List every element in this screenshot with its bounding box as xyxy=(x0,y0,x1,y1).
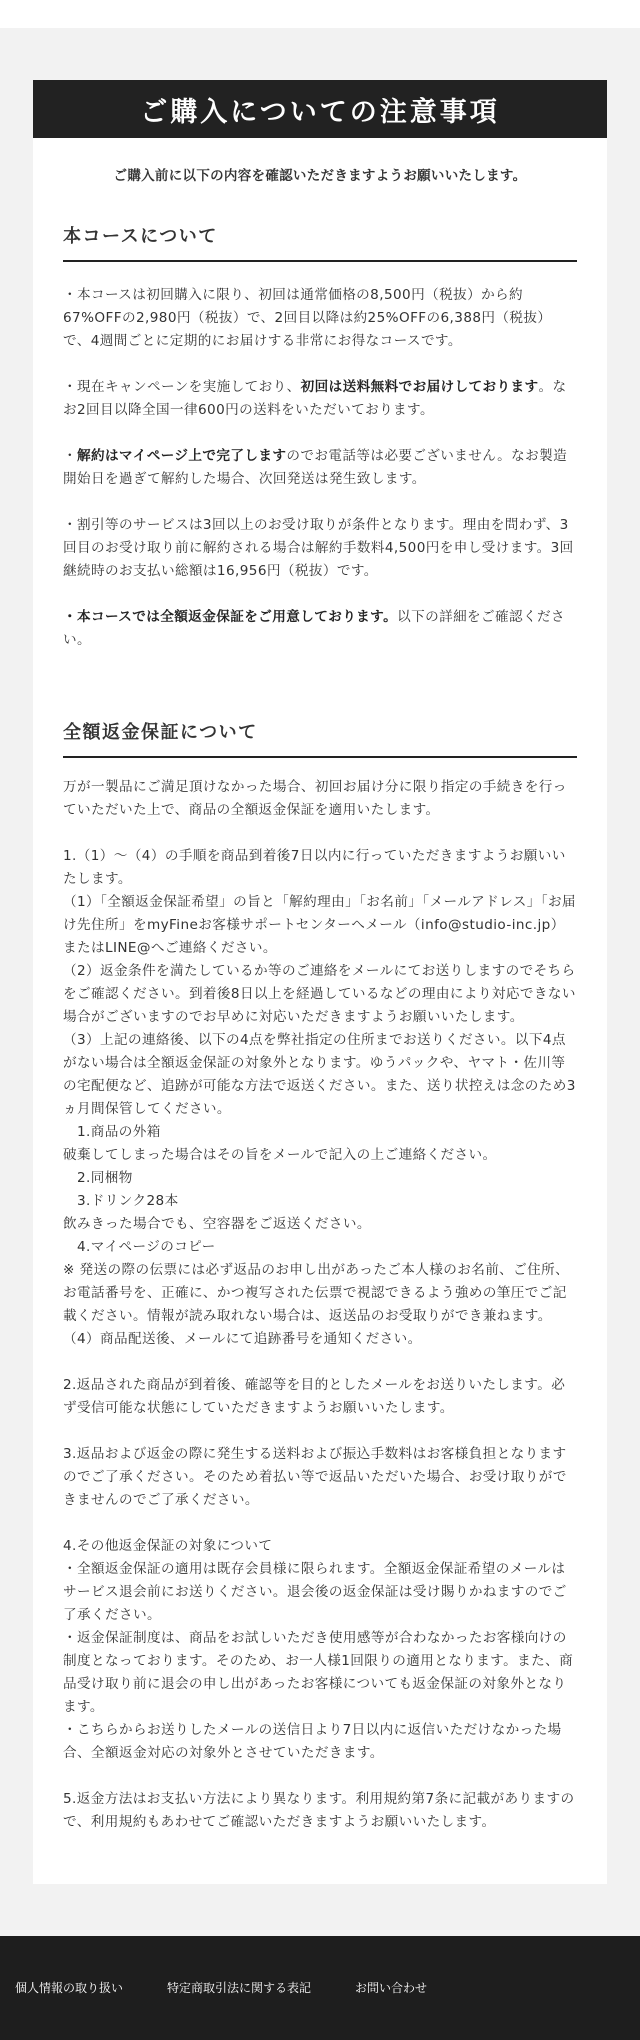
footer-link-privacy[interactable]: 個人情報の取り扱い xyxy=(15,1981,124,1995)
step-sub: （2）返金条件を満たしているか等のご連絡をメールにてお送りしますのでそちらをご確認ください。到着後8日以上を経過しているなどの理由により対応できない場合がございますのでお早めに対応いただきますようお願いいたします。 xyxy=(63,963,576,1025)
return-item: 2.同梱物 xyxy=(77,1170,133,1186)
course-section-body xyxy=(63,262,577,652)
refund-step-4 xyxy=(63,1535,577,1765)
step-sub: （3）上記の連絡後、以下の4点を弊社指定の住所までお送りください。以下4点がない場合は全額返金保証の対象外となります。ゆうパックや、ヤマト・佐川等の宅配便など、追跡が可能な方法で返送ください。また、送り状控えは念のため3ヵ月間保管してください。 xyxy=(63,1032,576,1117)
footer-link-contact[interactable]: お問い合わせ xyxy=(355,1981,428,1995)
footer-link-commerce-law[interactable]: 特定商取引法に関する表記 xyxy=(167,1981,312,1995)
page-title: ご購入についての注意事項 xyxy=(33,80,607,138)
return-item: 3.ドリンク28本 xyxy=(77,1193,179,1209)
return-item: 1.商品の外箱 xyxy=(77,1124,161,1140)
refund-step-2: 2.返品された商品が到着後、確認等を目的としたメールをお送りいたします。必ず受信可能な状態にしていただきますようお願いいたします。 xyxy=(63,1377,566,1416)
step-lead: 4.その他返金保証の対象について xyxy=(63,1538,273,1554)
notice-card xyxy=(33,80,607,1884)
page-top-band xyxy=(0,0,640,28)
refund-step-1 xyxy=(63,845,577,1351)
refund-section-body xyxy=(63,758,577,1834)
course-paragraph: ・本コースは初回購入に限り、初回は通常価格の8,500円（税抜）から約67%OFFの2,980円（税抜）で、2回目以降は約25%OFFの6,388円（税抜）で、4週間ごとに定期的にお届けする非常にお得なコースです。 xyxy=(63,287,552,349)
shipping-note: ※ 発送の際の伝票には必ず返品のお申し出があったご本人様のお名前、ご住所、お電話番号を、正確に、かつ複写された伝票で視認できるよう強めの筆圧でご記載ください。情報が読み取れない場合は、返送品のお受取りができ兼ねます。 xyxy=(63,1262,570,1324)
course-paragraph: ・現在キャンペーンを実施しており、初回は送料無料でお届けしております。なお2回目以降全国一律600円の送料をいただいております。 xyxy=(63,379,567,418)
return-item-note: 破棄してしまった場合はその旨をメールで記入の上ご連絡ください。 xyxy=(63,1147,497,1163)
return-item: 4.マイページのコピー xyxy=(77,1239,216,1255)
refund-intro: 万が一製品にご満足頂けなかった場合、初回お届け分に限り指定の手続きを行っていただいた上で、商品の全額返金保証を適用いたします。 xyxy=(63,779,567,818)
site-footer xyxy=(0,1936,640,2040)
course-paragraph: ・本コースでは全額返金保証をご用意しております。以下の詳細をご確認ください。 xyxy=(63,609,566,648)
step-sub: （1）「全額返金保証希望」の旨と「解約理由」「お名前」「メールアドレス」「お届け先住所」をmyFineお客様サポートセンターへメール（info@studio-inc.jp）またはLINE@へご連絡ください。 xyxy=(63,894,576,956)
step-sub: （4）商品配送後、メールにて追跡番号を通知ください。 xyxy=(63,1331,422,1347)
refund-section xyxy=(63,718,577,1834)
refund-step-5: 5.返金方法はお支払い方法により異なります。利用規約第7条に記載がありますので、利用規約もあわせてご確認いただきますようお願いいたします。 xyxy=(63,1791,575,1830)
step-bullet: ・こちらからお送りしたメールの送信日より7日以内に返信いただけなかった場合、全額返金対応の対象外とさせていただきます。 xyxy=(63,1722,562,1761)
return-item-note: 飲みきった場合でも、空容器をご返送ください。 xyxy=(63,1216,371,1232)
step-lead: 1.（1）～（4）の手順を商品到着後7日以内に行っていただきますようお願いいたします。 xyxy=(63,848,566,887)
refund-step-3: 3.返品および返金の際に発生する送料および振込手数料はお客様負担となりますのでご了承ください。そのため着払い等で返品いただいた場合、お受け取りができませんのでご了承ください。 xyxy=(63,1446,567,1508)
course-paragraph: ・解約はマイページ上で完了しますのでお電話等は必要ございません。なお製造開始日を過ぎて解約した場合、次回発送は発生致します。 xyxy=(63,448,568,487)
step-bullet: ・返金保証制度は、商品をお試しいただき使用感等が合わなかったお客様向けの制度となっております。そのため、お一人様1回限りの適用となります。また、商品受け取り前に退会の申し出があったお客様についても返金保証の対象外となります。 xyxy=(63,1630,574,1715)
refund-section-heading: 全額返金保証について xyxy=(63,718,577,758)
course-section-heading: 本コースについて xyxy=(63,222,577,262)
step-bullet: ・全額返金保証の適用は既存会員様に限られます。全額返金保証希望のメールはサービス退会前にお送りください。退会後の返金保証は受け賜りかねますのでご了承ください。 xyxy=(63,1561,567,1623)
course-paragraph: ・割引等のサービスは3回以上のお受け取りが条件となります。理由を問わず、3回目のお受け取り前に解約される場合は解約手数料4,500円を申し受けます。3回継続時のお支払い総額は16,956円（税抜）です。 xyxy=(63,517,574,579)
intro-text: ご購入前に以下の内容を確認いただきますようお願いいたします。 xyxy=(113,168,527,184)
course-section xyxy=(63,222,577,652)
footer-links xyxy=(0,1936,640,1996)
